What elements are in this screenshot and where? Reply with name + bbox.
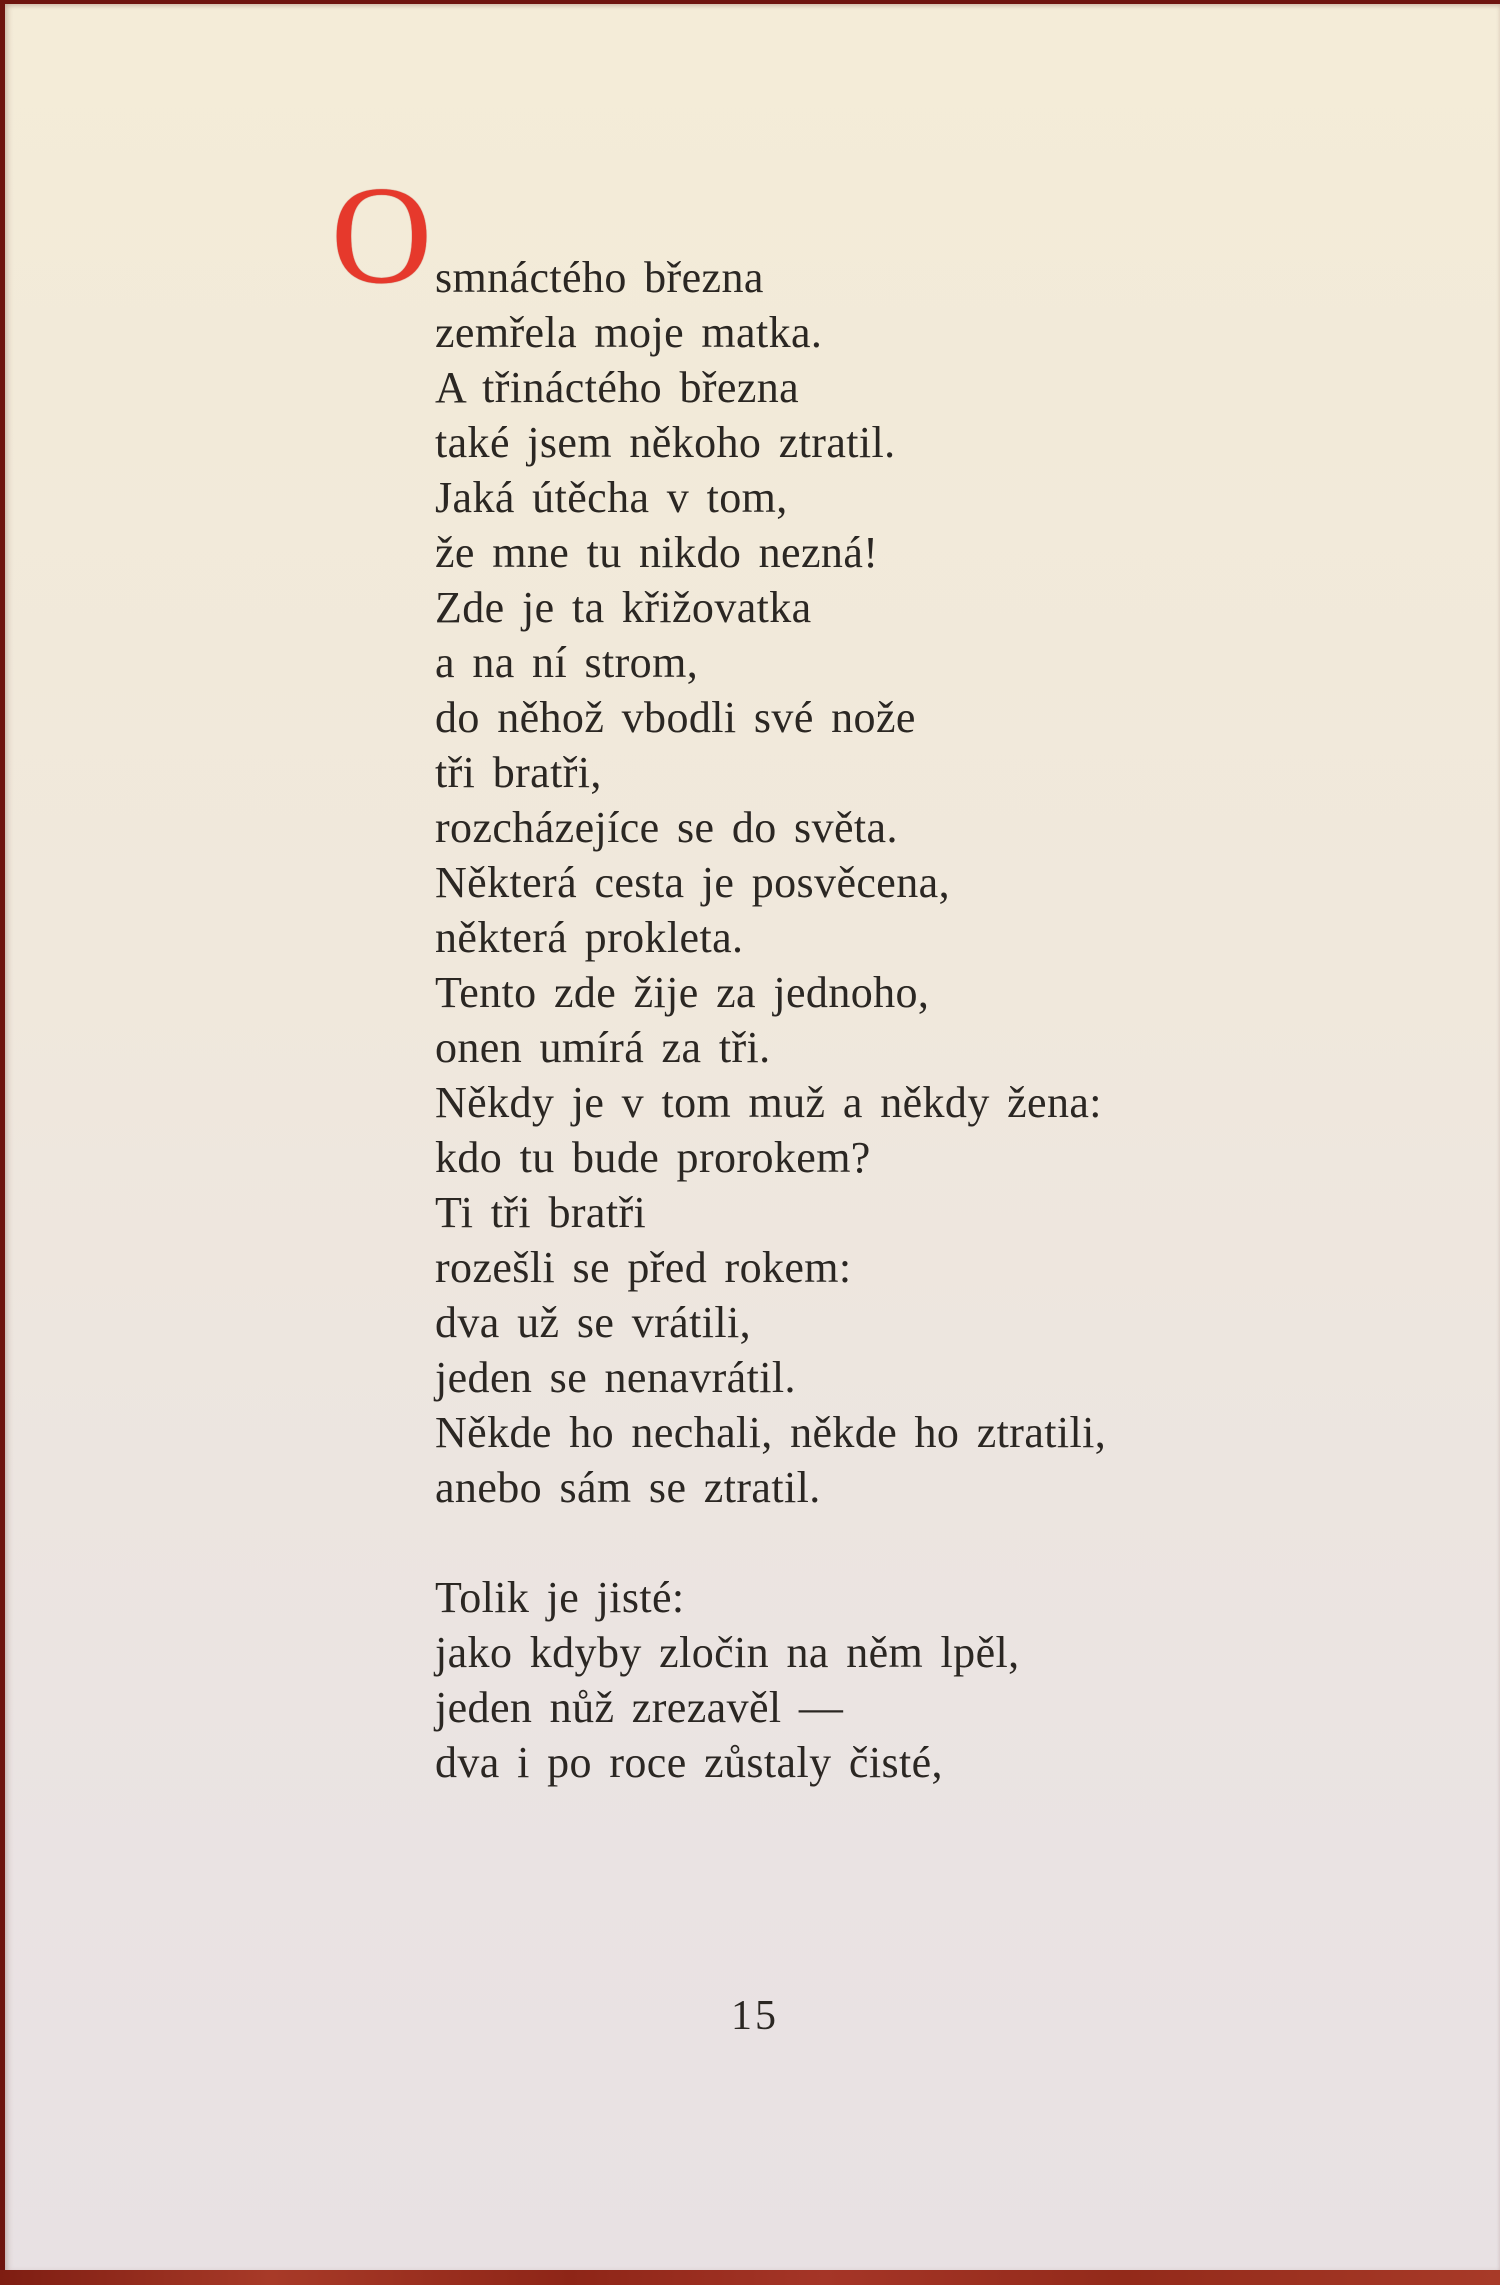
poem-line: jako kdyby zločin na něm lpěl, (435, 1628, 1020, 1677)
first-line-text: smnáctého března (435, 253, 764, 302)
poem-line: jeden se nenavrátil. (435, 1353, 796, 1402)
poem-line: jeden nůž zrezavěl — (435, 1683, 844, 1732)
book-cover-bottom-edge (0, 2270, 1500, 2285)
poem-line: a na ní strom, (435, 638, 699, 687)
poem-line: dva už se vrátili, (435, 1298, 751, 1347)
page-number: 15 (731, 1993, 779, 2039)
poem-line: Někdy je v tom muž a někdy žena: (435, 1078, 1102, 1127)
poem-line: dva i po roce zůstaly čisté, (435, 1738, 943, 1787)
poem-line: Zde je ta křižovatka (435, 583, 812, 632)
poem-line: rozešli se před rokem: (435, 1243, 852, 1292)
poem-first-line (331, 158, 1106, 313)
poem-line: Někde ho nechali, někde ho ztratili, (435, 1408, 1107, 1457)
poem-line: zemřela moje matka. (435, 308, 823, 357)
poem-line: Jaká útěcha v tom, (435, 473, 788, 522)
poem-line: do něhož vbodli své nože (435, 693, 916, 742)
poem-line: A třináctého března (435, 363, 800, 412)
stanza-one (435, 305, 1106, 1515)
poem-line: anebo sám se ztratil. (435, 1463, 821, 1512)
poem-line: Ti tři bratři (435, 1188, 647, 1237)
book-page (5, 4, 1500, 2272)
poem-line: kdo tu bude prorokem? (435, 1133, 871, 1182)
poem-line: také jsem někoho ztratil. (435, 418, 896, 467)
poem-line: že mne tu nikdo nezná! (435, 528, 879, 577)
poem-line: Tolik je jisté: (435, 1573, 685, 1622)
stanza-two (435, 1570, 1106, 1790)
poem (331, 158, 1107, 1790)
poem-line: rozcházejíce se do světa. (435, 803, 898, 852)
poem-line: některá prokleta. (435, 913, 744, 962)
drop-cap-initial: O (331, 158, 433, 313)
poem-line: onen umírá za tři. (435, 1023, 771, 1072)
poem-line: tři bratři, (435, 748, 602, 797)
poem-line: Některá cesta je posvěcena, (435, 858, 950, 907)
poem-line: Tento zde žije za jednoho, (435, 968, 930, 1017)
